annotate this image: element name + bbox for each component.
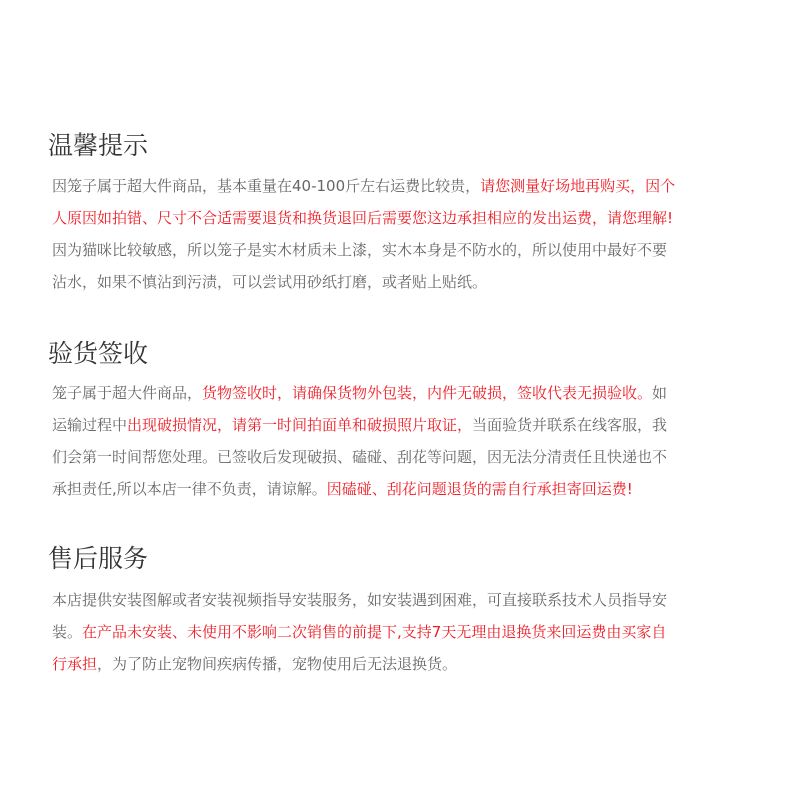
- text-segment: 运输过程中: [52, 416, 128, 434]
- text-segment: 因为猫咪比较敏感，所以笼子是实木材质未上漆，实木本身是不防水的，所以使用中最好不要: [52, 241, 668, 259]
- text-segment-highlight: 因磕碰、刮花问题退货的需自行承担寄回运费!: [326, 480, 633, 498]
- paragraph-line: [52, 447, 667, 467]
- paragraph-line: [52, 590, 667, 610]
- paragraph-line: [52, 654, 457, 674]
- paragraph-line: [52, 176, 675, 196]
- paragraph-line: [52, 240, 667, 260]
- section-title: 验货签收: [48, 339, 149, 368]
- text-segment: 本店提供安装图解或者安装视频指导安装服务，如安装遇到困难，可直接联系技术人员指导安: [52, 591, 668, 609]
- paragraph-line: [52, 272, 487, 292]
- paragraph-line: [52, 479, 633, 499]
- text-segment: ，为了防止宠物间疾病传播，宠物使用后无法退换货。: [97, 655, 458, 673]
- paragraph-line: [52, 208, 673, 228]
- text-segment: 沾水，如果不慎沾到污渍，可以尝试用砂纸打磨，或者贴上贴纸。: [52, 273, 488, 291]
- text-segment-highlight: 货物签收时，请确保货物外包装，内件无破损，签收代表无损验收。: [202, 384, 653, 402]
- text-segment-highlight: 行承担: [52, 655, 98, 673]
- text-segment: 当面验货并联系在线客服，我: [472, 416, 668, 434]
- section-title: 售后服务: [48, 544, 149, 573]
- text-segment: 如: [652, 384, 668, 402]
- section-title: 温馨提示: [48, 131, 149, 160]
- text-segment: 们会第一时间帮您处理。已签收后发现破损、磕碰、刮花等问题，因无法分清责任且快递也不: [52, 448, 668, 466]
- paragraph-line: [52, 622, 666, 642]
- paragraph-line: [52, 415, 667, 435]
- text-segment-highlight: 人原因如拍错、尺寸不合适需要退货和换货退回后需要您这边承担相应的发出运费，请您理解!: [52, 209, 674, 227]
- paragraph-line: [52, 383, 667, 403]
- text-segment-highlight: 请您测量好场地再购买，因个: [480, 177, 676, 195]
- text-segment-highlight: 在产品未安装、未使用不影响二次销售的前提下,支持7天无理由退换货来回运费由买家自: [82, 623, 667, 641]
- text-segment: 装。: [52, 623, 83, 641]
- text-segment: 笼子属于超大件商品，: [52, 384, 203, 402]
- text-segment-highlight: 出现破损情况，请第一时间拍面单和破损照片取证，: [127, 416, 473, 434]
- text-segment: 因笼子属于超大件商品，基本重量在40-100斤左右运费比较贵，: [52, 177, 481, 195]
- text-segment: 承担责任,所以本店一律不负责，请谅解。: [52, 480, 327, 498]
